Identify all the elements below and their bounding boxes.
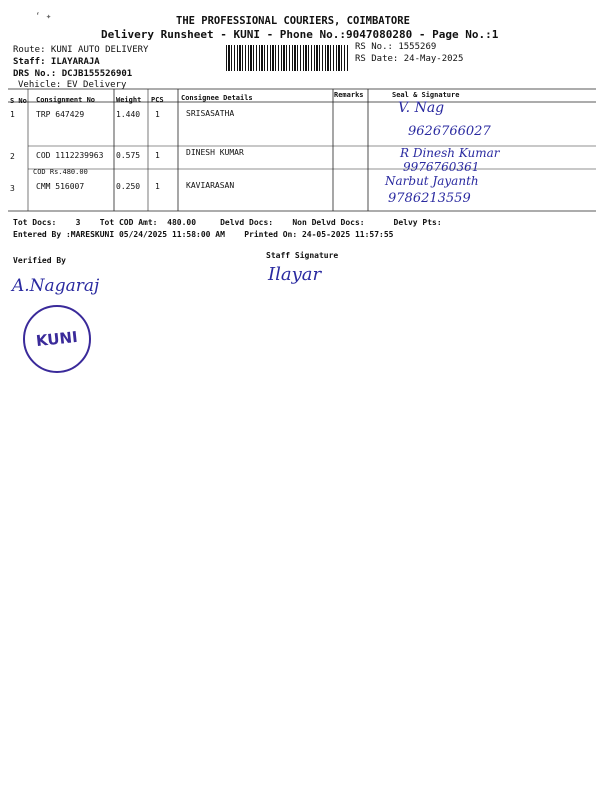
row1-signature-phone: 9626766027 — [408, 124, 491, 139]
row2-sno: 2 — [10, 152, 15, 161]
route-label: Route: KUNI AUTO DELIVERY — [13, 45, 149, 55]
row1-consignment: TRP 647429 — [36, 110, 85, 119]
verified-signature: A.Nagaraj — [12, 276, 100, 296]
row2-consignee: DINESH KUMAR — [186, 148, 244, 157]
col-header-sno: S No — [10, 97, 27, 105]
row3-consignment: CMM 516007 — [36, 182, 85, 191]
row1-signature-name: V. Nag — [398, 100, 445, 116]
row2-signature-name: R Dinesh Kumar — [400, 146, 500, 160]
rs-number: RS No.: 1555269 — [355, 42, 437, 52]
runsheet-subtitle: Delivery Runsheet - KUNI - Phone No.:9047080280 - Page No.:1 — [101, 28, 499, 41]
row2-consignment: COD 1112239963 — [36, 151, 104, 160]
col-header-seal-signature: Seal & Signature — [392, 91, 460, 99]
vehicle-label: Vehicle: EV Delivery — [18, 80, 127, 90]
totals-line: Tot Docs: 3 Tot COD Amt: 480.00 Delvd Docs: Non Delvd Docs: Delvy Pts: — [13, 218, 442, 227]
verified-by-label: Verified By — [13, 256, 66, 265]
row3-signature-phone: 9786213559 — [388, 191, 471, 206]
company-title: THE PROFESSIONAL COURIERS, COIMBATORE — [176, 15, 410, 27]
col-header-consignment: Consignment No — [36, 96, 96, 104]
staff-label: Staff: ILAYARAJA — [13, 57, 100, 67]
stamp-text: KUNI — [35, 327, 79, 351]
row2-cod-note: COD Rs.480.00 — [33, 168, 88, 176]
col-header-weight: Weight — [116, 96, 142, 104]
corner-mark: ‘ ✦ — [35, 12, 52, 22]
row3-weight: 0.250 — [116, 182, 141, 191]
row2-weight: 0.575 — [116, 151, 141, 160]
row1-sno: 1 — [10, 110, 15, 119]
row3-pcs: 1 — [155, 182, 160, 191]
staff-signature: Ilayar — [268, 264, 322, 285]
col-header-remarks: Remarks — [334, 91, 364, 99]
rs-date: RS Date: 24-May-2025 — [355, 54, 464, 64]
row1-weight: 1.440 — [116, 110, 141, 119]
col-header-consignee: Consignee Details — [181, 94, 253, 102]
row3-consignee: KAVIARASAN — [186, 181, 235, 190]
row1-pcs: 1 — [155, 110, 160, 119]
kuni-stamp — [23, 305, 91, 373]
row1-consignee: SRISASATHA — [186, 109, 235, 118]
drs-number: DRS No.: DCJB155526901 — [13, 69, 133, 79]
entered-by-line: Entered By :MARESKUNI 05/24/2025 11:58:00 AM Printed On: 24-05-2025 11:57:55 — [13, 230, 394, 239]
row2-pcs: 1 — [155, 151, 160, 160]
row2-signature-phone: 9976760361 — [403, 160, 480, 174]
row3-sno: 3 — [10, 184, 15, 193]
row3-signature-name: Narbut Jayanth — [385, 174, 479, 188]
staff-signature-label: Staff Signature — [266, 251, 339, 260]
barcode — [226, 45, 348, 71]
runsheet-table-grid — [8, 88, 596, 212]
col-header-pcs: PCS — [151, 96, 164, 104]
